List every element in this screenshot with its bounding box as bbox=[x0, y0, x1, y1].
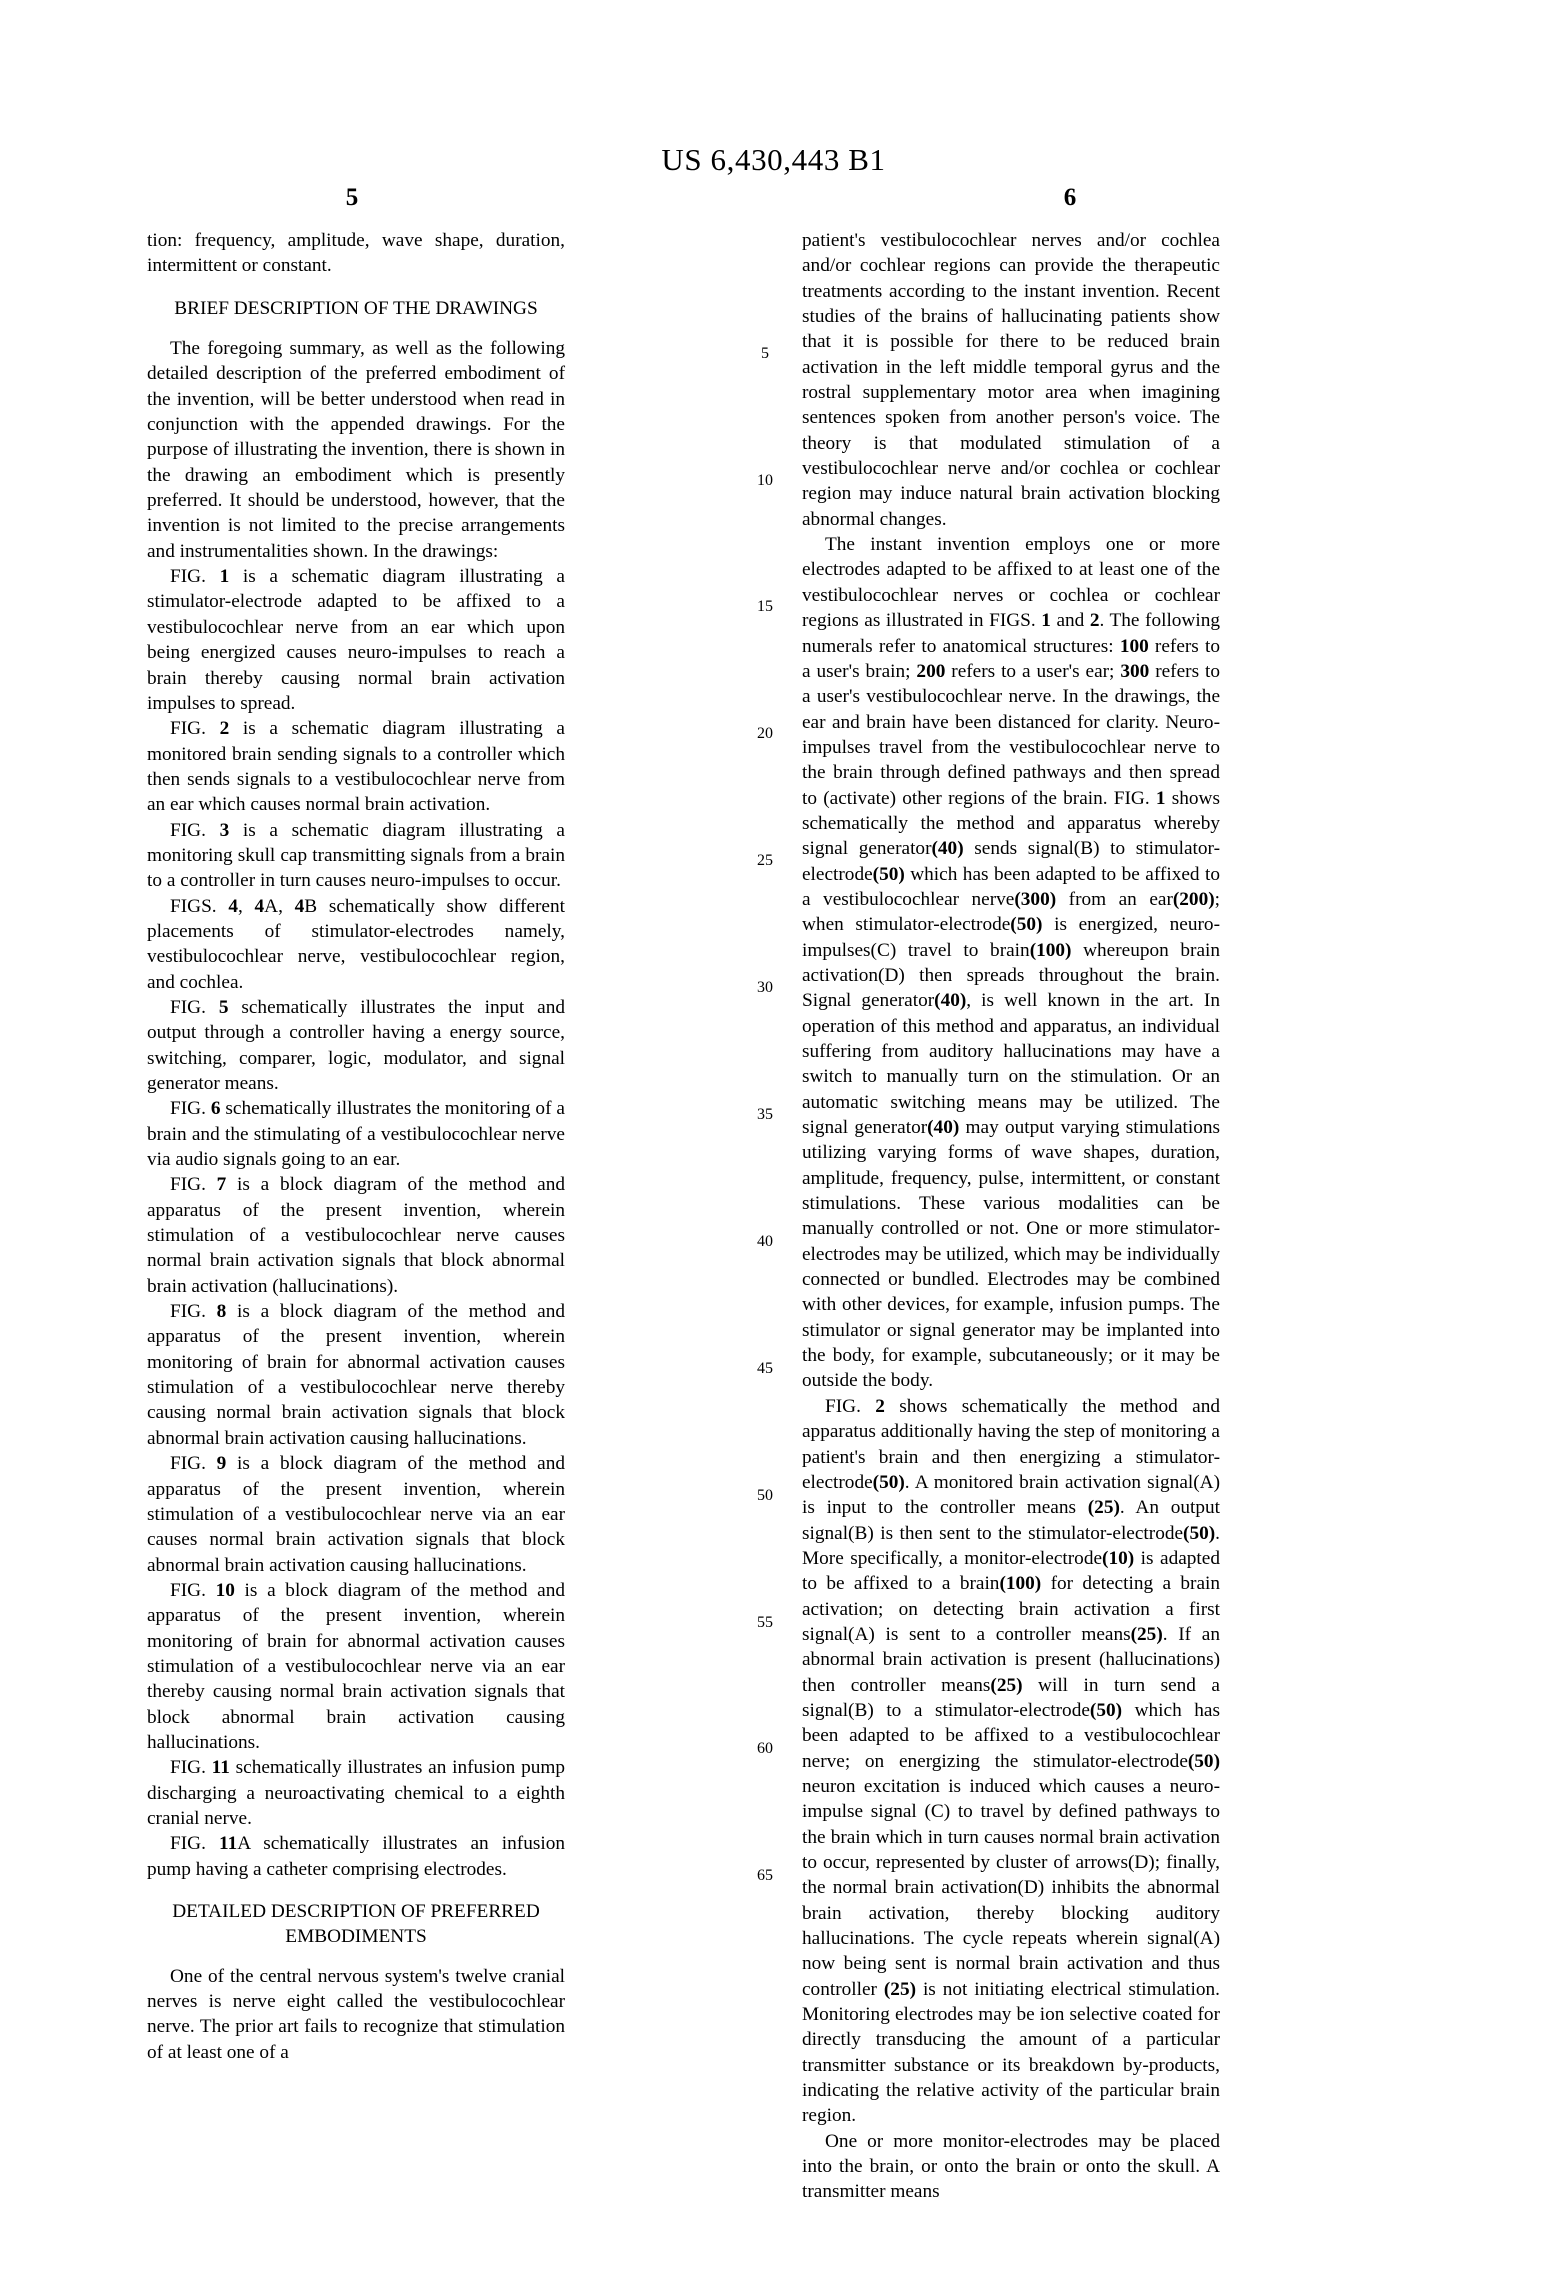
reference-numeral: 11 bbox=[211, 1757, 230, 1779]
reference-numeral: (300) bbox=[1014, 888, 1057, 910]
reference-numeral: (25) bbox=[990, 1674, 1023, 1696]
reference-numeral: (10) bbox=[1102, 1547, 1135, 1569]
heading-brief-description: BRIEF DESCRIPTION OF THE DRAWINGS bbox=[174, 297, 538, 319]
figure-description-10: FIG. 10 is a block diagram of the method and apparatus of the present invention, wherein monitoring of brain for abnormal activation causes stimulation of a vestibulocochlear nerve via an ear thereby causing normal brain activation signals that block abnormal brain activation causing hallucinations. bbox=[147, 1579, 566, 1753]
figure-description-8: FIG. 8 is a block diagram of the method and apparatus of the present invention, wherein monitoring of brain for abnormal activation causes stimulation of a vestibulocochlear nerve thereby causing normal brain activation signals that block abnormal brain activation causing hallucinations. bbox=[147, 1301, 565, 1449]
reference-numeral: 9 bbox=[216, 1453, 227, 1475]
reference-numeral: (50) bbox=[872, 1471, 905, 1493]
line-number: 50 bbox=[757, 1487, 773, 1504]
line-number: 55 bbox=[757, 1614, 773, 1631]
figure-description-12: FIG. 11A schematically illustrates an infusion pump having a catheter comprising electrodes. bbox=[147, 1833, 565, 1880]
reference-numeral: (50) bbox=[1187, 1750, 1220, 1772]
figure-description-1: FIG. 1 is a schematic diagram illustrating a stimulator-electrode adapted to be affixed to a vestibulocochlear nerve from an ear which upon being energized causes neuro-impulses to reach a brain thereby causing normal brain activation impulses to spread. bbox=[147, 566, 565, 714]
reference-numeral: (200) bbox=[1172, 888, 1215, 910]
reference-numeral: (100) bbox=[999, 1573, 1042, 1595]
reference-numeral: 3 bbox=[219, 819, 230, 841]
reference-numeral: 5 bbox=[218, 996, 229, 1018]
figure-description-7: FIG. 7 is a block diagram of the method and apparatus of the present invention, wherein stimulation of a vestibulocochlear nerve causes normal brain activation signals that block abnormal brain activation (hallucinations). bbox=[147, 1174, 565, 1297]
line-number: 25 bbox=[757, 852, 773, 869]
line-number: 5 bbox=[761, 345, 769, 362]
reference-numeral: (25) bbox=[1130, 1623, 1163, 1645]
reference-numeral: 4 bbox=[294, 895, 305, 917]
reference-numeral: 200 bbox=[916, 660, 946, 682]
line-number: 20 bbox=[757, 725, 773, 742]
figure-description-4: FIGS. 4, 4A, 4B schematically show different placements of stimulator-electrodes namely, vestibulocochlear nerve, vestibulocochlear region, and cochlea. bbox=[147, 895, 565, 993]
reference-numeral: (50) bbox=[1183, 1522, 1216, 1544]
reference-numeral: 4 bbox=[228, 895, 238, 917]
reference-numeral: 6 bbox=[210, 1098, 221, 1120]
figure-description-6: FIG. 6 schematically illustrates the monitoring of a brain and the stimulating of a vestibulocochlear nerve via audio signals going to an ear. bbox=[147, 1098, 565, 1171]
reference-numeral: (50) bbox=[1010, 914, 1043, 936]
figure-description-3: FIG. 3 is a schematic diagram illustrating a monitoring skull cap transmitting signals from a brain to a controller in turn causes neuro-impulses to occur. bbox=[147, 819, 565, 892]
reference-numeral: (50) bbox=[1089, 1699, 1123, 1721]
line-number: 65 bbox=[757, 1867, 773, 1884]
figure-description-9: FIG. 9 is a block diagram of the method and apparatus of the present invention, wherein stimulation of a vestibulocochlear nerve via an ear causes normal brain activation signals that block abnormal brain activation causing hallucinations. bbox=[147, 1453, 565, 1576]
line-number: 40 bbox=[757, 1233, 773, 1250]
line-number: 10 bbox=[757, 472, 773, 489]
line-number: 60 bbox=[757, 1740, 773, 1757]
reference-numeral: (25) bbox=[1087, 1497, 1120, 1519]
reference-numeral: (100) bbox=[1029, 939, 1072, 961]
reference-numeral: (40) bbox=[931, 838, 964, 860]
line-number: 15 bbox=[757, 598, 773, 615]
paragraph-patient-nerves: patient's vestibulocochlear nerves and/or cochlea and/or cochlear regions can provide the therapeutic treatments according to the instant invention. Recent studies of the brains of hallucinating patients show that it is possible for there to be reduced brain activation in the left middle temporal gyrus and the rostral supplementary motor area when imagining sentences spoken from another person's voice. The theory is that modulated stimulation of a vestibulocochlear nerve and/or cochlea or cochlear region may induce natural brain activation blocking abnormal changes. bbox=[802, 230, 1220, 530]
reference-numeral: 2 bbox=[1089, 610, 1100, 632]
reference-numeral: 4 bbox=[254, 895, 265, 917]
column-number-left: 5 bbox=[345, 184, 359, 211]
heading-detailed-description: DETAILED DESCRIPTION OF PREFERRED EMBODIMENTS bbox=[172, 1901, 540, 1948]
patent-number-header: US 6,430,443 B1 bbox=[661, 142, 886, 177]
reference-numeral: 2 bbox=[875, 1395, 885, 1417]
figure-description-11: FIG. 11 schematically illustrates an infusion pump discharging a neuroactivating chemical to a eighth cranial nerve. bbox=[147, 1757, 565, 1829]
reference-numeral: 7 bbox=[216, 1174, 227, 1196]
paragraph-foregoing: The foregoing summary, as well as the following detailed description of the preferred embodiment of the invention, will be better understood when read in conjunction with the appended drawings. For the purpose of illustrating the invention, there is shown in the drawing an embodiment which is presently preferred. It should be understood, however, that the invention is not limited to the precise arrangements and instrumentalities shown. In the drawings: bbox=[147, 338, 565, 562]
reference-numeral: 10 bbox=[215, 1579, 235, 1601]
figure-description-2: FIG. 2 is a schematic diagram illustrating a monitored brain sending signals to a controller which then sends signals to a vestibulocochlear nerve from an ear which causes normal brain activation. bbox=[147, 718, 565, 816]
paragraph-fig2-description: FIG. 2 shows schematically the method and apparatus additionally having the step of monitoring a patient's brain and then energizing a stimulator-electrode(50). A monitored brain activation signal(A) is input to the controller means (25). An output signal(B) is then sent to the stimulator-electrode(50). More specifically, a monitor-electrode(10) is adapted to be affixed to a brain(100) for detecting a brain activation; on detecting brain activation a first signal(A) is sent to a controller means(25). If an abnormal brain activation is present (hallucinations) then controller means(25) will in turn send a signal(B) to a stimulator-electrode(50) which has been adapted to be affixed to a vestibulocochlear nerve; on energizing the stimulator-electrode(50) neuron excitation is induced which causes a neuro-impulse signal (C) to travel by defined pathways to the brain which in turn causes normal brain activation to occur, represented by cluster of arrows(D); finally, the normal brain activation(D) inhibits the abnormal brain activation, thereby blocking auditory hallucinations. The cycle repeats wherein signal(A) now being sent is normal brain activation and thus controller (25) is not initiating electrical stimulation. Monitoring electrodes may be ion selective coated for directly transducing the amount of a particular transmitter substance or its breakdown by-products, indicating the relative activity of the particular brain region. bbox=[802, 1395, 1221, 2127]
line-number: 35 bbox=[757, 1106, 773, 1123]
reference-numeral: 1 bbox=[1155, 787, 1166, 809]
reference-numeral: (50) bbox=[872, 863, 905, 885]
reference-numeral: 100 bbox=[1119, 635, 1149, 657]
line-number: 45 bbox=[757, 1360, 773, 1377]
reference-numeral: 1 bbox=[219, 566, 230, 588]
reference-numeral: 300 bbox=[1120, 660, 1150, 682]
reference-numeral: 11 bbox=[219, 1833, 238, 1855]
paragraph-instant-invention: The instant invention employs one or more electrodes adapted to be affixed to at least one of the vestibulocochlear nerves or cochlea or cochlear regions as illustrated in FIGS. 1 and 2. The following numerals refer to anatomical structures: 100 refers to a user's brain; 200 refers to a user's ear; 300 refers to a user's vestibulocochlear nerve. In the drawings, the ear and brain have been distanced for clarity. Neuro-impulses travel from the vestibulocochlear nerve to the brain through defined pathways and then spread to (activate) other regions of the brain. FIG. 1 shows schematically the method and apparatus whereby signal generator(40) sends signal(B) to stimulator-electrode(50) which has been adapted to be affixed to a vestibulocochlear nerve(300) from an ear(200); when stimulator-electrode(50) is energized, neuro-impulses(C) travel to brain(100) whereupon brain activation(D) then spreads throughout the brain. Signal generator(40), is well known in the art. In operation of this method and apparatus, an individual suffering from auditory hallucinations may have a switch to manually turn on the stimulation. Or an automatic switching means may be utilized. The signal generator(40) may output varying stimulations utilizing varying forms of wave shapes, duration, amplitude, frequency, pulse, intermittent, or constant stimulations. These various modalities can be manually controlled or not. One or more stimulator-electrodes may be utilized, which may be individually connected or bundled. Electrodes may be combined with other devices, for example, infusion pumps. The stimulator or signal generator may be implanted into the body, for example, subcutaneously; or it may be outside the body. bbox=[802, 534, 1221, 1392]
paragraph-cranial-nerves: One of the central nervous system's twelve cranial nerves is nerve eight called the vestibulocochlear nerve. The prior art fails to recognize that stimulation of at least one of a bbox=[147, 1965, 565, 2063]
reference-numeral: (40) bbox=[934, 990, 967, 1012]
reference-numeral: (25) bbox=[883, 1978, 917, 2000]
reference-numeral: 2 bbox=[219, 718, 230, 740]
figure-description-5: FIG. 5 schematically illustrates the input and output through a controller having a energy source, switching, comparer, logic, modulator, and signal generator means. bbox=[147, 996, 565, 1094]
reference-numeral: 1 bbox=[1041, 610, 1051, 632]
reference-numeral: 8 bbox=[216, 1301, 227, 1323]
column-number-right: 6 bbox=[1063, 184, 1077, 211]
paragraph-continued: tion: frequency, amplitude, wave shape, duration, intermittent or constant. bbox=[147, 230, 565, 277]
text-column-left bbox=[147, 228, 565, 2065]
paragraph-monitor-electrodes: One or more monitor-electrodes may be placed into the brain, or onto the brain or onto the skull. A transmitter means bbox=[802, 2130, 1220, 2203]
text-column-right bbox=[802, 228, 1220, 2205]
line-number: 30 bbox=[757, 979, 773, 996]
reference-numeral: (40) bbox=[927, 1117, 960, 1139]
